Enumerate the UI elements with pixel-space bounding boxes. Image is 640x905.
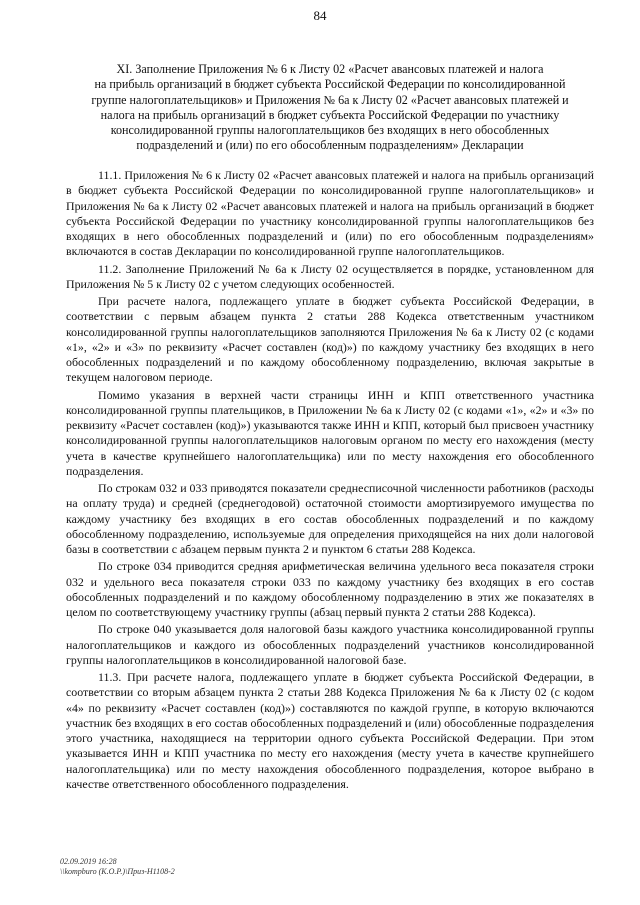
paragraph-11-2: 11.2. Заполнение Приложений № 6а к Листу 02 осуществляется в порядке, установленном для Приложения № 5 к Листу 02 с учетом следующих особенностей. [66,261,594,291]
heading-line: на прибыль организаций в бюджет субъекта Российской Федерации по консолидированной [94,77,566,92]
document-body [66,168,594,794]
paragraph-11-1: 11.1. Приложения № 6 к Листу 02 «Расчет авансовых платежей и налога на прибыль организаций в бюджет субъекта Российской Федерации по консолидированной группе налогоплательщиков» и Приложения № 6а к Листу 02 «Расчет авансовых платежей и налога на прибыль организаций в бюджет субъекта Российской Федерации по участнику консолидированной группы налогоплательщиков без входящих в него обособленных подразделений и (или) по его обособленным подразделениям» включаются в состав Декларации по консолидированной группе налогоплательщиков. [66,168,594,259]
footer-file-path: \\kompburo (К.О.Р.)\Приз-Н1108-2 [60,867,175,876]
heading-line: подразделений и (или) по его обособленным подразделениям» Декларации [136,138,524,153]
paragraph: По строке 040 указывается доля налоговой базы каждого участника консолидированной группы налогоплательщиков и каждого из обособленных подразделений участников консолидированной группы налогоплательщиков в консолидированной налоговой базе. [66,622,594,667]
document-footer [60,857,175,877]
heading-line: XI. Заполнение Приложения № 6 к Листу 02 «Расчет авансовых платежей и налога [116,62,544,76]
page-number: 84 [313,8,327,23]
paragraph: По строке 034 приводится средняя арифметическая величина удельного веса показателя строки 032 и удельного веса показателя строки 033 по каждому участнику без входящих в его состав обособленных подразделений и по каждому обособленному подразделению в этих же показателях в целом по соответствующему участнику группы (абзац первый пункта 2 статьи 288 Кодекса). [66,559,594,619]
heading-line: группе налогоплательщиков» и Приложения № 6а к Листу 02 «Расчет авансовых платежей и [91,92,569,107]
paragraph: Помимо указания в верхней части страницы ИНН и КПП ответственного участника консолидированной группы плательщиков, в Приложении № 6а к Листу 02 (с кодами «1», «2» и «3» по реквизиту «Расчет составлен (код)») указываются также ИНН и КПП, который был присвоен участнику консолидированной группы налогоплательщиков налоговым органом по месту его нахождения (месту учета в качестве крупнейшего налогоплательщика) или по месту нахождения его обособленного подразделения. [66,387,594,478]
paragraph: При расчете налога, подлежащего уплате в бюджет субъекта Российской Федерации, в соответствии с первым абзацем пункта 2 статьи 288 Кодекса ответственным участником консолидированной группы налогоплательщиков заполняются Приложения № 6а к Листу 02 (с кодами «1», «2» и «3» по реквизиту «Расчет составлен (код)») по каждому участнику без входящих в него обособленных подразделений и по каждому обособленному подразделению, включая закрытые в текущем налоговом периоде. [66,294,594,385]
heading-line: консолидированной группы налогоплательщиков без входящих в него обособленных [110,123,550,138]
section-heading [60,62,600,154]
paragraph: По строкам 032 и 033 приводятся показатели среднесписочной численности работников (расходы на оплату труда) и средней (среднегодовой) остаточной стоимости амортизируемого имущества по каждому участнику без входящих в его состав обособленных подразделений и по каждому обособленному подразделению, используемые для определения приходящейся на них доли налоговой базы в соответствии с абзацем первым пункта 2 и пунктом 6 статьи 288 Кодекса. [66,481,594,556]
footer-timestamp: 02.09.2019 16:28 [60,857,117,866]
heading-line: налога на прибыль организаций в бюджет субъекта Российской Федерации по участнику [100,107,560,122]
paragraph-11-3: 11.3. При расчете налога, подлежащего уплате в бюджет субъекта Российской Федерации, в соответствии со вторым абзацем пункта 2 статьи 288 Кодекса Приложения № 6а к Листу 02 (с кодом «4» по реквизиту «Расчет составлен (код)») составляются по каждой группе, в которую включаются участник без входящих в его состав обособленных подразделений и (или) обособленные подразделения этого участника, находящиеся на территории одного субъекта Российской Федерации. При этом указывается ИНН и КПП участника по месту его нахождения (месту учета в качестве крупнейшего налогоплательщика) или по месту нахождения обособленного подразделения, которое выбрано в качестве ответственного обособленного подразделения. [66,670,594,791]
